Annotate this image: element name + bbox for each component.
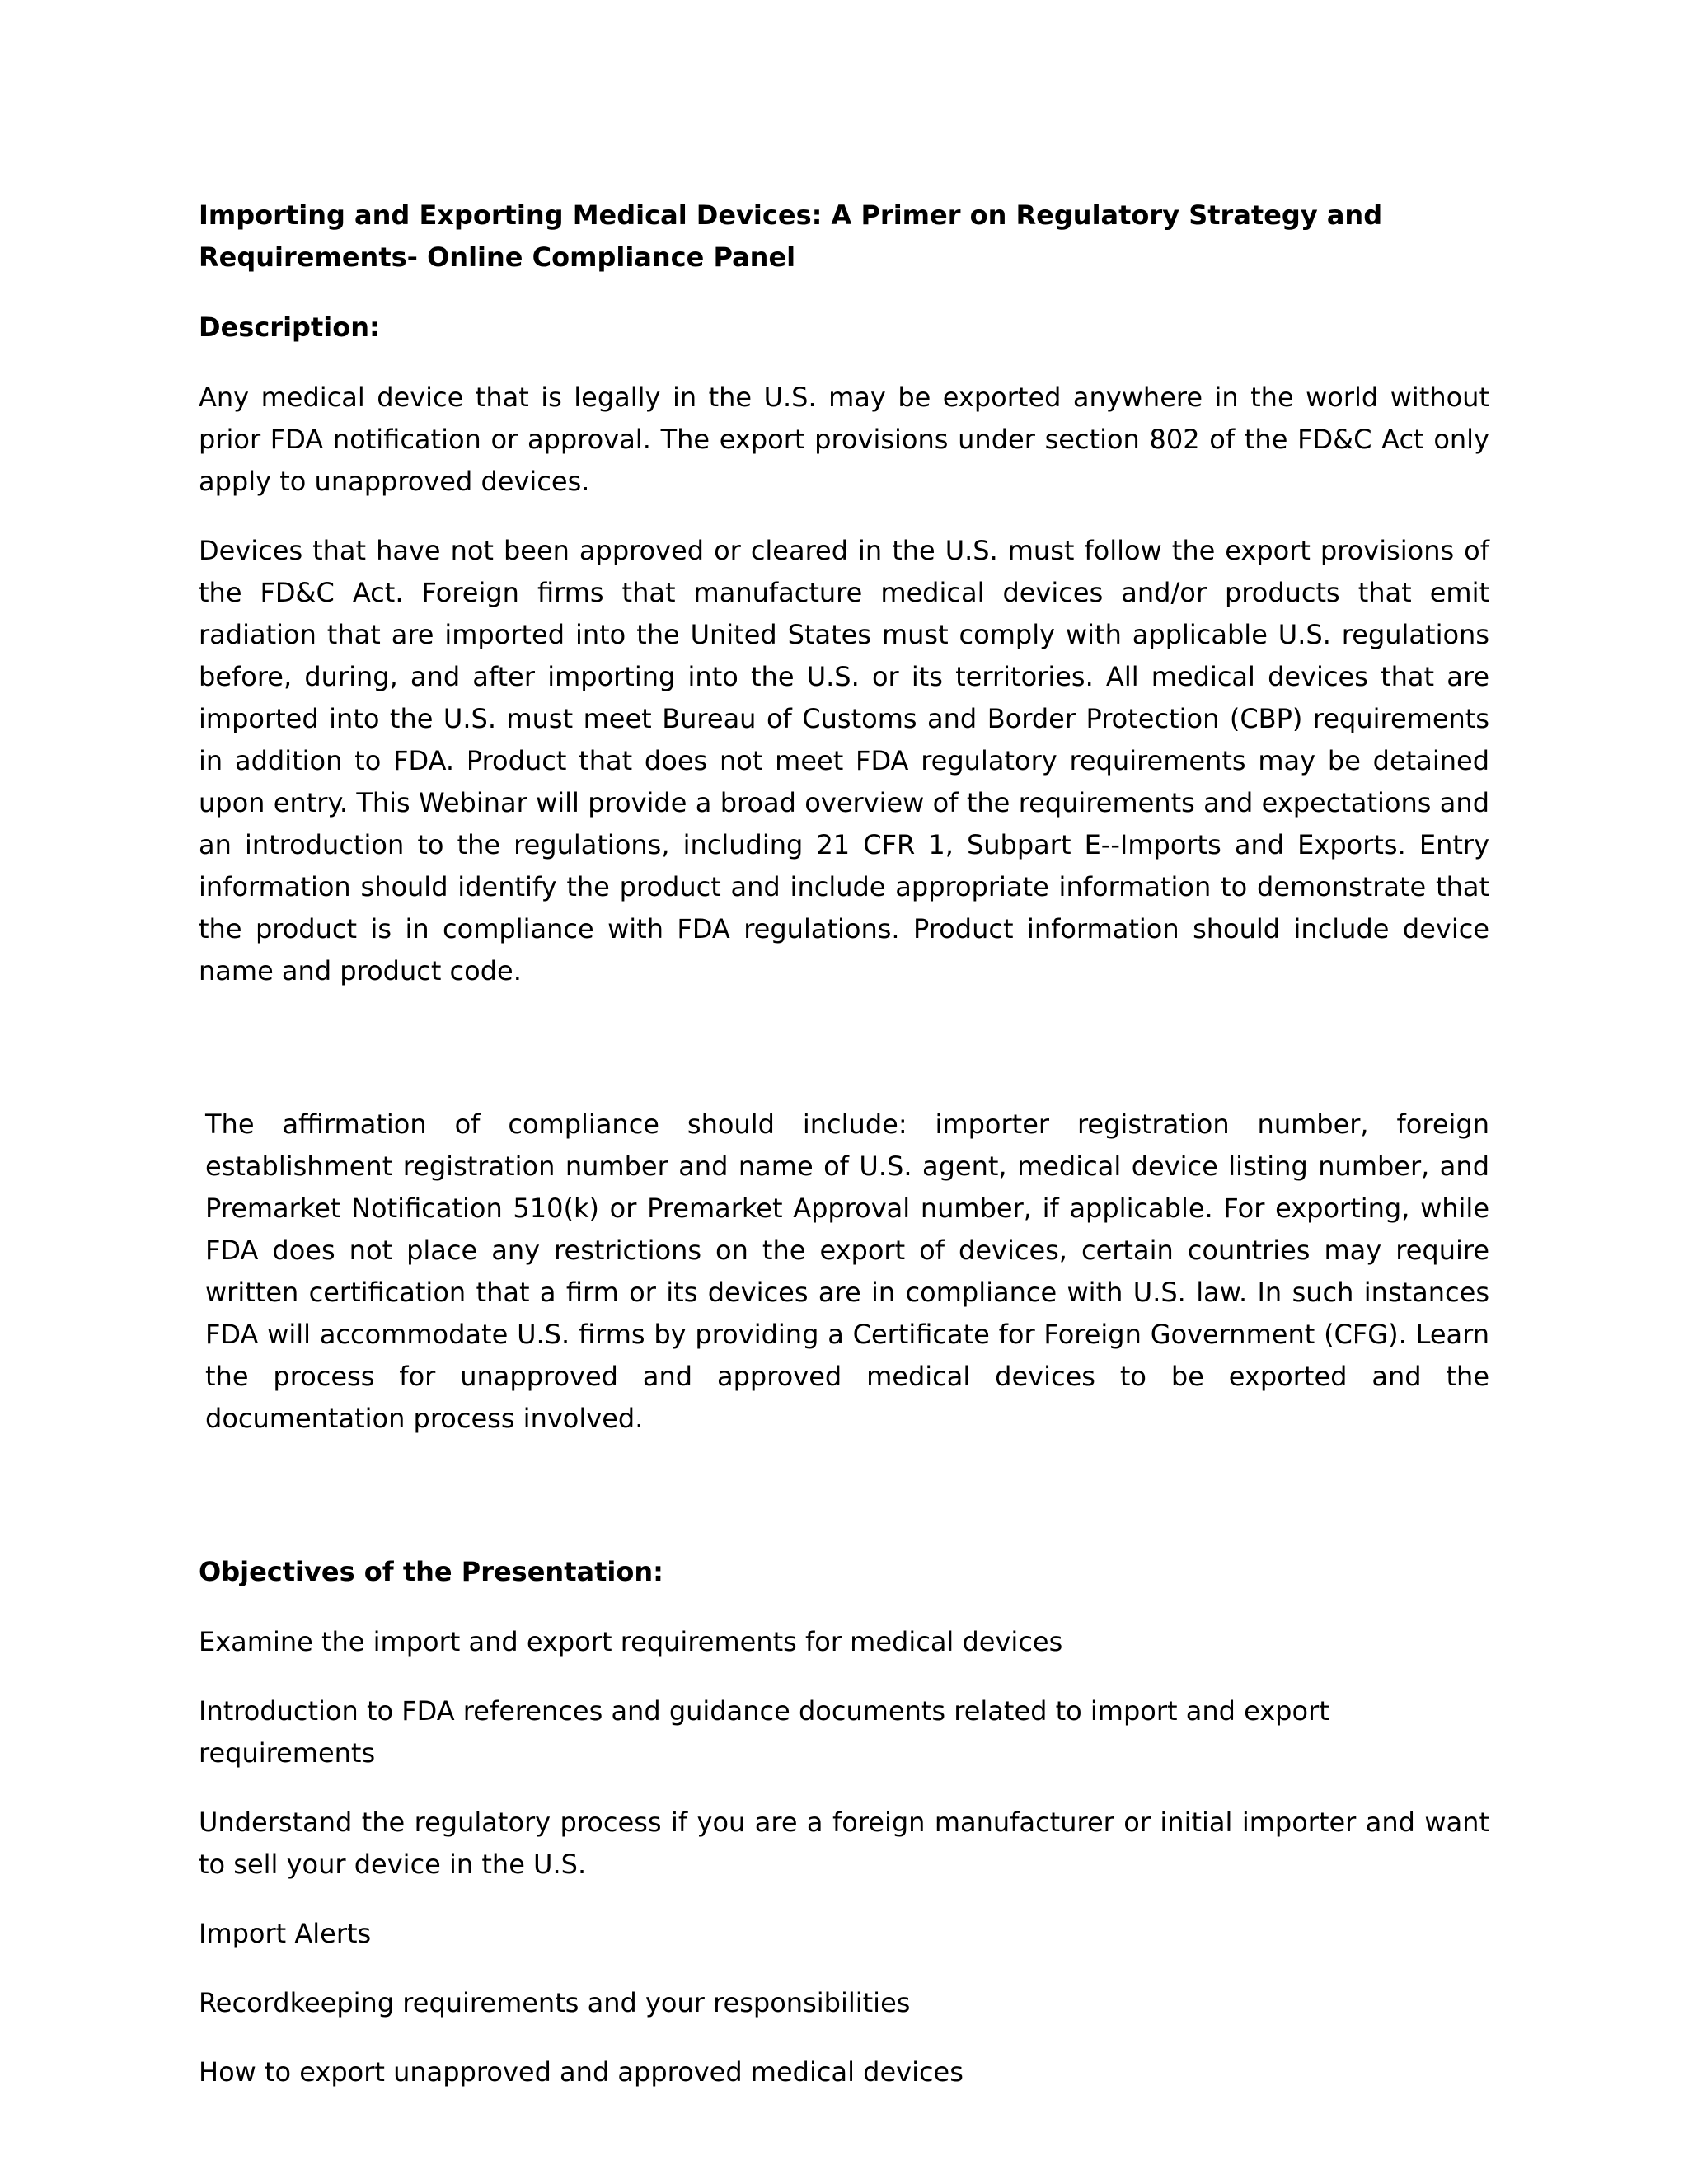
objective-item: Understand the regulatory process if you are a foreign manufacturer or initial importer and want to sell your device in the U.S. [199,1807,1489,1880]
objectives-heading: Objectives of the Presentation: [199,1556,663,1587]
document-title: Importing and Exporting Medical Devices: A Primer on Regulatory Strategy and Requirements- Online Compliance Panel [199,199,1383,273]
objective-item: Recordkeeping requirements and your responsibilities [199,1987,911,2018]
objective-item: Examine the import and export requirements for medical devices [199,1626,1063,1657]
description-heading: Description: [199,312,380,343]
objectives-list [199,1621,1489,2093]
document-body [199,194,1489,2121]
objective-item: Import Alerts [199,1918,372,1949]
objective-item: Introduction to FDA references and guidance documents related to import and export requirements [199,1695,1329,1769]
description-paragraph-3: The affirmation of compliance should include: importer registration number, foreign establishment registration number and name of U.S. agent, medical device listing number, and Premarket Notification 510(k) or Premarket Approval number, if applicable. For exporting, while FDA does not place any restrictions on the export of devices, certain countries may require written certification that a firm or its devices are in compliance with U.S. law. In such instances FDA will accommodate U.S. firms by providing a Certificate for Foreign Government (CFG). Learn the process for unapproved and approved medical devices to be exported and the documentation process involved. [205,1108,1489,1434]
description-paragraph-2: Devices that have not been approved or cleared in the U.S. must follow the export provisions of the FD&C Act. Foreign firms that manufacture medical devices and/or products that emit radiation that are imported into the United States must comply with applicable U.S. regulations before, during, and after importing into the U.S. or its territories. All medical devices that are imported into the U.S. must meet Bureau of Customs and Border Protection (CBP) requirements in addition to FDA. Product that does not meet FDA regulatory requirements may be detained upon entry. This Webinar will provide a broad overview of the requirements and expectations and an introduction to the regulations, including 21 CFR 1, Subpart E--Imports and Exports. Entry information should identify the product and include appropriate information to demonstrate that the product is in compliance with FDA regulations. Product information should include device name and product code. [199,535,1489,987]
description-paragraph-1: Any medical device that is legally in the U.S. may be exported anywhere in the world without prior FDA notification or approval. The export provisions under section 802 of the FD&C Act only apply to unapproved devices. [199,382,1489,497]
objective-item: How to export unapproved and approved medical devices [199,2056,964,2088]
